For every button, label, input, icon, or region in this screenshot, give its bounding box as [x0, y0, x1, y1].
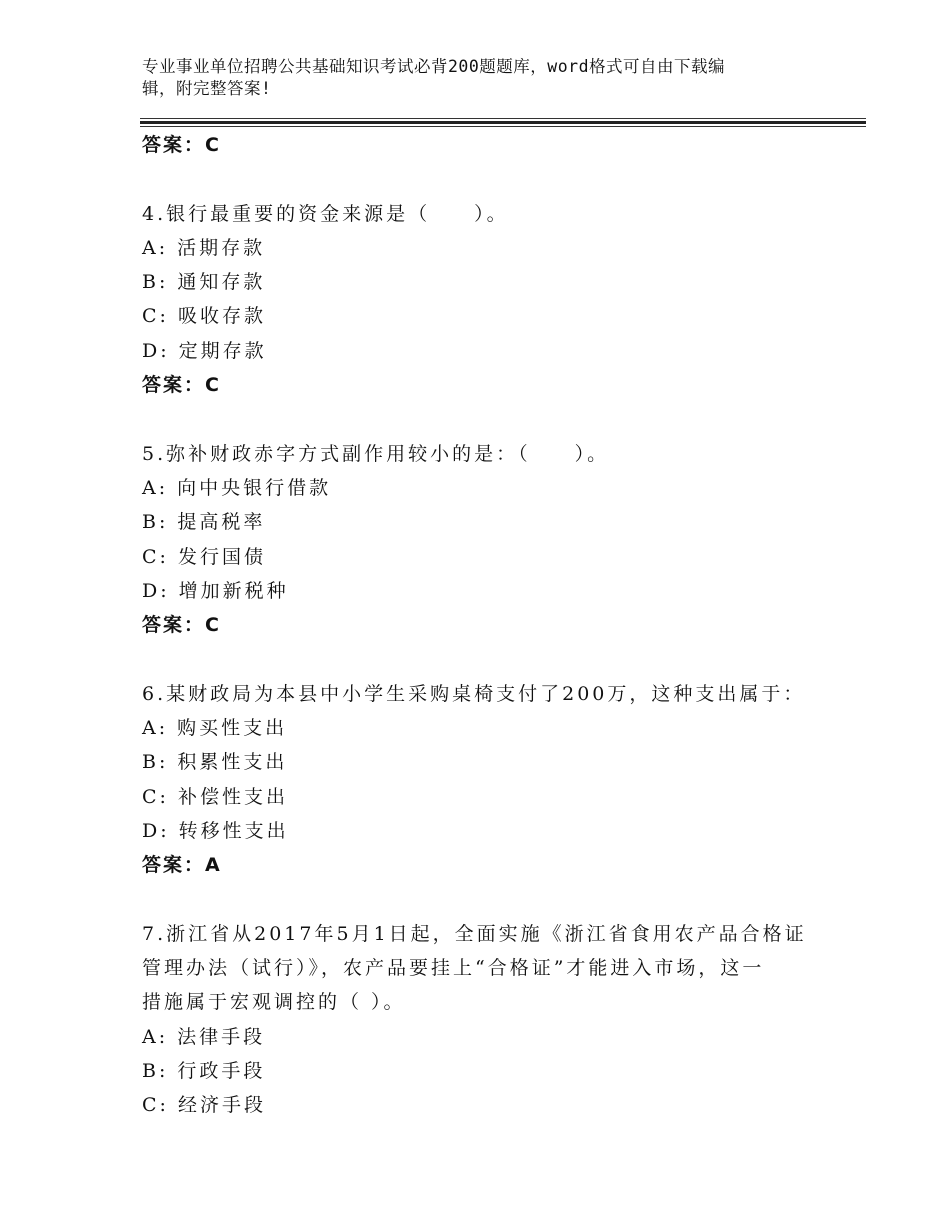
option-d: D: 定期存款: [142, 339, 267, 362]
question-6: [142, 677, 822, 883]
answer-prev: 答案：C: [142, 134, 221, 156]
option-a: A: 向中央银行借款: [142, 476, 332, 499]
page-header: [142, 56, 792, 100]
question-stem-line-2: 管理办法（试行）》，农产品要挂上“合格证”才能进入市场，这一: [142, 957, 765, 980]
question-stem: 6.某财政局为本县中小学生采购桌椅支付了200万，这种支出属于：: [142, 682, 806, 705]
option-b: B: 提高税率: [142, 511, 266, 534]
question-stem: 4.银行最重要的资金来源是（ ）。: [142, 202, 509, 225]
spacer: [142, 642, 822, 676]
answer: 答案：A: [142, 854, 222, 877]
question-stem: 5.弥补财政赤字方式副作用较小的是：（ ）。: [142, 442, 610, 465]
question-list: [142, 128, 822, 1123]
header-rule-thick: [140, 121, 866, 124]
option-d: D: 转移性支出: [142, 819, 289, 842]
option-a: A: 活期存款: [142, 236, 266, 259]
answer: 答案：C: [142, 614, 221, 637]
spacer: [142, 162, 822, 196]
option-c: C: 吸收存款: [142, 305, 266, 328]
question-4: [142, 197, 822, 403]
option-a: A: 购买性支出: [142, 717, 288, 740]
question-7: [142, 917, 822, 1123]
header-rule-top: [140, 118, 866, 119]
question-stem-line-3: 措施属于宏观调控的（ ）。: [142, 991, 406, 1014]
answer: 答案：C: [142, 374, 221, 397]
option-c: C: 经济手段: [142, 1094, 266, 1117]
option-c: C: 补偿性支出: [142, 785, 288, 808]
header-rule-bottom: [140, 126, 866, 127]
question-stem-line-1: 7.浙江省从2017年5月1日起，全面实施《浙江省食用农产品合格证: [142, 922, 807, 945]
header-line-1: 专业事业单位招聘公共基础知识考试必背200题题库，word格式可自由下载编: [142, 57, 726, 76]
option-d: D: 增加新税种: [142, 579, 289, 602]
option-b: B: 积累性支出: [142, 751, 288, 774]
header-line-2: 辑，附完整答案!: [142, 79, 272, 98]
spacer: [142, 883, 822, 917]
option-c: C: 发行国债: [142, 545, 266, 568]
option-b: B: 行政手段: [142, 1060, 266, 1083]
option-b: B: 通知存款: [142, 271, 266, 294]
spacer: [142, 402, 822, 436]
option-a: A: 法律手段: [142, 1025, 266, 1048]
question-5: [142, 437, 822, 643]
